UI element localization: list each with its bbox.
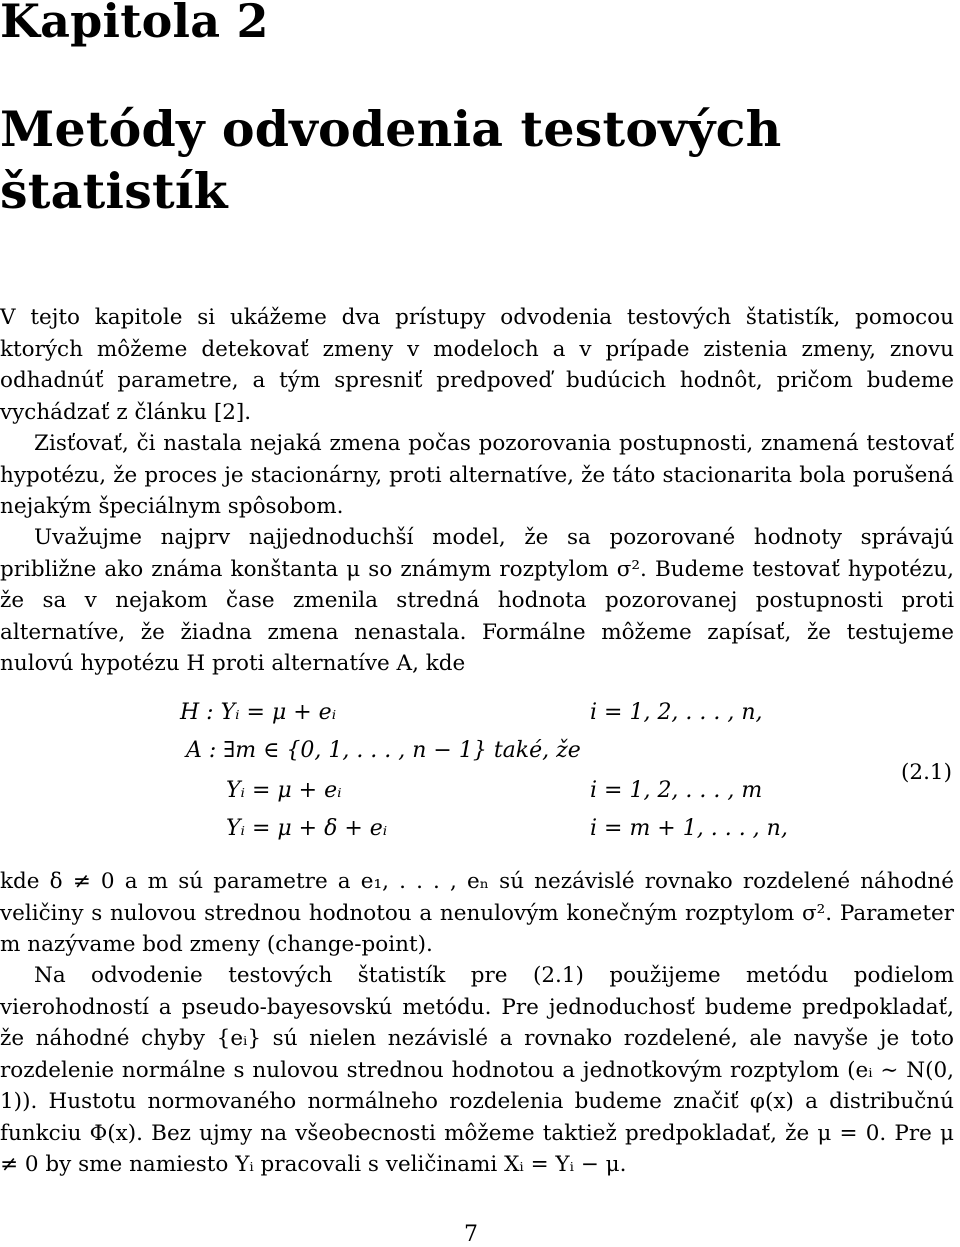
chapter-title-line-1: Metódy odvodenia testových xyxy=(0,100,782,158)
equation-2-1 xyxy=(0,700,960,850)
chapter-title-line-2: štatistík xyxy=(0,162,228,220)
paragraph-model: Uvažujme najprv najjednoduchší model, že sa pozorované hodnoty správajú približne ako známa konštanta μ so známym rozptylom σ². Budeme testovať hypotézu, že sa v nejakom čase zmenila stredná hodnota pozorovanej postupnosti proti alternatíve, že žiadna zmena nenastala. Formálne môžeme zapísať, že testujeme nulovú hypotézu H proti alternatíve A, kde xyxy=(0,525,954,676)
paragraph-methods: Na odvodenie testových štatistík pre (2.1) použijeme metódu podielom vierohodností a pseudo-bayesovskú metódu. Pre jednoduchosť budeme predpokladať, že náhodné chyby {eᵢ} sú nielen nezávislé a rovnako rozdelené, ale navyše je toto rozdelenie normálne s nulovou strednou hodnotou a jednotkovým rozptylom (eᵢ ∼ N(0, 1)). Hustotu normovaného normálneho rozdelenia budeme značiť φ(x) a distribučnú funkciu Φ(x). Bez ujmy na všeobecnosti môžeme taktiež predpokladať, že μ = 0. Pre μ ≠ 0 by sme namiesto Yᵢ pracovali s veličinami Xᵢ = Yᵢ − μ. xyxy=(0,963,954,1177)
equation-case2-left: Yᵢ = μ + δ + eᵢ xyxy=(226,816,388,841)
paragraph-parameters: kde δ ≠ 0 a m sú parametre a e₁, . . . , eₙ sú nezávislé rovnako rozdelené náhodné veličiny s nulovou strednou hodnotou a nenulovým konečným rozptylom σ². Parameter m nazývame bod zmeny (change-point). xyxy=(0,869,954,957)
chapter-label: Kapitola 2 xyxy=(0,0,269,48)
paragraph-hypothesis: Zisťovať, či nastala nejaká zmena počas pozorovania postupnosti, znamená testovať hypotézu, že proces je stacionárny, proti alternatíve, že táto stacionarita bola porušená nejakým špeciálnym spôsobom. xyxy=(0,431,954,519)
page-number: 7 xyxy=(464,1222,478,1247)
equation-number: (2.1) xyxy=(901,760,952,785)
equation-h-left: H : Yᵢ = μ + eᵢ xyxy=(180,700,337,725)
equation-case2-right: i = m + 1, . . . , n, xyxy=(590,816,788,841)
equation-case1-right: i = 1, 2, . . . , m xyxy=(590,778,763,803)
equation-h-right: i = 1, 2, . . . , n, xyxy=(590,700,763,725)
paragraph-intro: V tejto kapitole si ukážeme dva prístupy odvodenia testových štatistík, pomocou ktorých môžeme detekovať zmeny v modeloch a v prípade zistenia zmeny, znovu odhadnúť parametre, a tým spresniť predpoveď budúcich hodnôt, pričom budeme vychádzať z článku [2]. xyxy=(0,305,954,425)
chapter-title xyxy=(0,98,781,222)
equation-a-left: A : ∃m ∈ {0, 1, . . . , n − 1} také, že xyxy=(186,738,581,763)
equation-case1-left: Yᵢ = μ + eᵢ xyxy=(226,778,342,803)
